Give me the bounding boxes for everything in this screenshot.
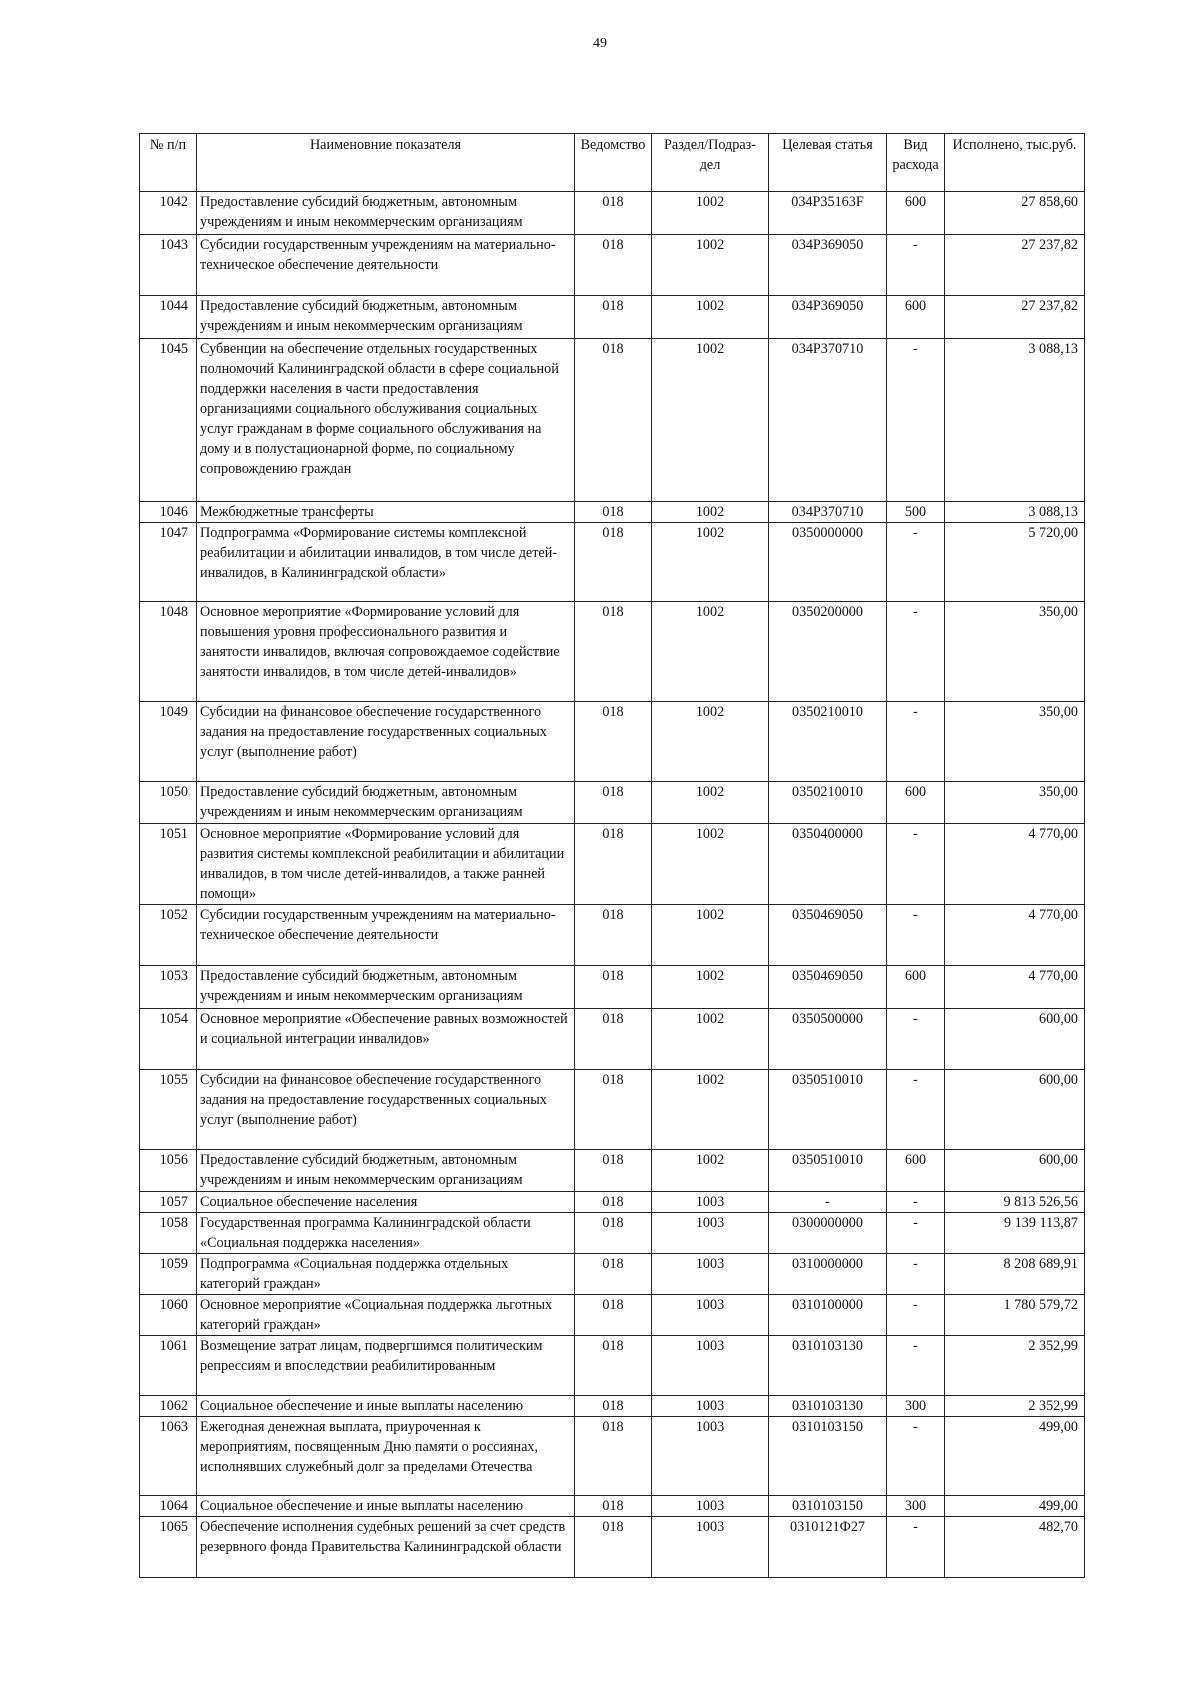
cell-dept: 018 [575, 1070, 652, 1150]
cell-name: Субсидии на финансовое обеспечение государственного задания на предоставление государственных социальных услуг (выполнение работ) [197, 702, 575, 782]
cell-amount: 350,00 [945, 782, 1085, 824]
cell-amount: 2 352,99 [945, 1336, 1085, 1396]
cell-name: Основное мероприятие «Формирование условий для повышения уровня профессионального развития и занятости инвалидов, включая сопровождаемое содействие занятости инвалидов, в том числе детей-инвалидов» [197, 602, 575, 702]
table-row [140, 1150, 1085, 1192]
cell-amount: 1 780 579,72 [945, 1295, 1085, 1336]
cell-kind: - [887, 1213, 945, 1254]
table-row [140, 523, 1085, 602]
cell-dept: 018 [575, 1254, 652, 1295]
cell-kind: 500 [887, 502, 945, 523]
table-row [140, 1496, 1085, 1517]
cell-kind: 600 [887, 1150, 945, 1192]
cell-target: 034P370710 [769, 339, 887, 502]
cell-amount: 4 770,00 [945, 824, 1085, 905]
cell-kind: - [887, 1254, 945, 1295]
cell-kind: 300 [887, 1496, 945, 1517]
table-row [140, 1192, 1085, 1213]
cell-amount: 27 237,82 [945, 235, 1085, 296]
cell-kind: 600 [887, 296, 945, 339]
cell-target: 0310103150 [769, 1417, 887, 1496]
cell-name: Обеспечение исполнения судебных решений за счет средств резервного фонда Правительства Калининградской области [197, 1517, 575, 1578]
cell-kind: - [887, 1417, 945, 1496]
table-row [140, 1396, 1085, 1417]
cell-dept: 018 [575, 296, 652, 339]
cell-amount: 600,00 [945, 1009, 1085, 1070]
cell-kind: - [887, 523, 945, 602]
cell-num: 1055 [140, 1070, 197, 1150]
cell-name: Субсидии на финансовое обеспечение государственного задания на предоставление государственных социальных услуг (выполнение работ) [197, 1070, 575, 1150]
cell-target: 0310121Ф27 [769, 1517, 887, 1578]
cell-name: Межбюджетные трансферты [197, 502, 575, 523]
cell-section: 1002 [652, 905, 769, 966]
cell-num: 1062 [140, 1396, 197, 1417]
cell-num: 1045 [140, 339, 197, 502]
cell-amount: 350,00 [945, 602, 1085, 702]
cell-section: 1002 [652, 1009, 769, 1070]
cell-num: 1053 [140, 966, 197, 1009]
cell-section: 1002 [652, 502, 769, 523]
cell-num: 1063 [140, 1417, 197, 1496]
cell-dept: 018 [575, 235, 652, 296]
cell-kind: - [887, 824, 945, 905]
table-row [140, 1213, 1085, 1254]
budget-execution-table [139, 133, 1085, 1578]
cell-kind: 300 [887, 1396, 945, 1417]
cell-num: 1064 [140, 1496, 197, 1517]
cell-name: Основное мероприятие «Обеспечение равных возможностей и социальной интеграции инвалидов» [197, 1009, 575, 1070]
table-row [140, 235, 1085, 296]
cell-target: 0350210010 [769, 782, 887, 824]
cell-target: 0350510010 [769, 1070, 887, 1150]
table-row [140, 702, 1085, 782]
cell-name: Субсидии государственным учреждениям на материально-техническое обеспечение деятельности [197, 235, 575, 296]
cell-kind: - [887, 235, 945, 296]
cell-num: 1054 [140, 1009, 197, 1070]
cell-target: 0350469050 [769, 966, 887, 1009]
table-row [140, 1517, 1085, 1578]
cell-dept: 018 [575, 1295, 652, 1336]
cell-amount: 2 352,99 [945, 1396, 1085, 1417]
cell-section: 1002 [652, 702, 769, 782]
cell-dept: 018 [575, 782, 652, 824]
cell-dept: 018 [575, 1009, 652, 1070]
table-row [140, 192, 1085, 235]
page-number: 49 [593, 36, 607, 51]
cell-name: Социальное обеспечение населения [197, 1192, 575, 1213]
cell-amount: 4 770,00 [945, 905, 1085, 966]
header-row [140, 134, 1085, 192]
cell-dept: 018 [575, 1192, 652, 1213]
table-row [140, 782, 1085, 824]
cell-name: Основное мероприятие «Формирование условий для развития системы комплексной реабилитации и абилитации инвалидов, в том числе детей-инвалидов, а также ранней помощи» [197, 824, 575, 905]
cell-section: 1003 [652, 1417, 769, 1496]
table-body [140, 192, 1085, 1578]
cell-target: 0310103130 [769, 1396, 887, 1417]
cell-name: Предоставление субсидий бюджетным, автономным учреждениям и иным некоммерческим организациям [197, 192, 575, 235]
cell-num: 1043 [140, 235, 197, 296]
cell-target: 0350400000 [769, 824, 887, 905]
cell-section: 1003 [652, 1295, 769, 1336]
cell-target: 034P35163F [769, 192, 887, 235]
cell-kind: - [887, 1009, 945, 1070]
cell-kind: 600 [887, 782, 945, 824]
cell-section: 1002 [652, 296, 769, 339]
cell-section: 1002 [652, 1070, 769, 1150]
cell-amount: 3 088,13 [945, 339, 1085, 502]
cell-name: Предоставление субсидий бюджетным, автономным учреждениям и иным некоммерческим организациям [197, 966, 575, 1009]
cell-amount: 600,00 [945, 1150, 1085, 1192]
cell-amount: 9 813 526,56 [945, 1192, 1085, 1213]
cell-dept: 018 [575, 1396, 652, 1417]
cell-target: 0350200000 [769, 602, 887, 702]
cell-section: 1002 [652, 602, 769, 702]
cell-section: 1003 [652, 1192, 769, 1213]
cell-dept: 018 [575, 192, 652, 235]
cell-dept: 018 [575, 523, 652, 602]
cell-name: Социальное обеспечение и иные выплаты населению [197, 1496, 575, 1517]
cell-num: 1065 [140, 1517, 197, 1578]
cell-amount: 3 088,13 [945, 502, 1085, 523]
cell-amount: 600,00 [945, 1070, 1085, 1150]
cell-amount: 499,00 [945, 1496, 1085, 1517]
cell-section: 1002 [652, 523, 769, 602]
cell-amount: 27 237,82 [945, 296, 1085, 339]
cell-num: 1059 [140, 1254, 197, 1295]
table-row [140, 905, 1085, 966]
table-row [140, 824, 1085, 905]
table-row [140, 502, 1085, 523]
cell-kind: - [887, 339, 945, 502]
cell-num: 1060 [140, 1295, 197, 1336]
cell-section: 1002 [652, 782, 769, 824]
cell-amount: 4 770,00 [945, 966, 1085, 1009]
cell-name: Субвенции на обеспечение отдельных государственных полномочий Калининградской области в сфере социальной поддержки населения в части предоставления организациями социального обслуживания социальных услуг гражданам в форме социального обслуживания на дому и в полустационарной форме, по социальному сопровождению граждан [197, 339, 575, 502]
cell-name: Возмещение затрат лицам, подвергшимся политическим репрессиям и впоследствии реабилитированным [197, 1336, 575, 1396]
cell-num: 1042 [140, 192, 197, 235]
cell-name: Социальное обеспечение и иные выплаты населению [197, 1396, 575, 1417]
cell-kind: - [887, 1070, 945, 1150]
cell-section: 1002 [652, 966, 769, 1009]
cell-amount: 27 858,60 [945, 192, 1085, 235]
cell-kind: - [887, 702, 945, 782]
cell-kind: - [887, 1517, 945, 1578]
cell-name: Предоставление субсидий бюджетным, автономным учреждениям и иным некоммерческим организациям [197, 782, 575, 824]
cell-num: 1056 [140, 1150, 197, 1192]
cell-section: 1002 [652, 339, 769, 502]
cell-num: 1061 [140, 1336, 197, 1396]
col-header-target: Целевая статья [769, 134, 887, 192]
cell-kind: - [887, 1295, 945, 1336]
cell-dept: 018 [575, 602, 652, 702]
cell-amount: 8 208 689,91 [945, 1254, 1085, 1295]
table-row [140, 1070, 1085, 1150]
cell-target: 0300000000 [769, 1213, 887, 1254]
cell-dept: 018 [575, 1517, 652, 1578]
cell-kind: 600 [887, 192, 945, 235]
col-header-kind: Вид расхода [887, 134, 945, 192]
cell-target: 034P370710 [769, 502, 887, 523]
cell-target: 034P369050 [769, 235, 887, 296]
cell-kind: - [887, 905, 945, 966]
cell-dept: 018 [575, 905, 652, 966]
cell-target: - [769, 1192, 887, 1213]
cell-dept: 018 [575, 702, 652, 782]
col-header-name: Наименовние показателя [197, 134, 575, 192]
cell-name: Основное мероприятие «Социальная поддержка льготных категорий граждан» [197, 1295, 575, 1336]
cell-dept: 018 [575, 339, 652, 502]
cell-section: 1003 [652, 1517, 769, 1578]
cell-num: 1046 [140, 502, 197, 523]
cell-amount: 9 139 113,87 [945, 1213, 1085, 1254]
cell-target: 0350210010 [769, 702, 887, 782]
col-header-dept: Ведомство [575, 134, 652, 192]
cell-amount: 482,70 [945, 1517, 1085, 1578]
cell-dept: 018 [575, 1417, 652, 1496]
cell-dept: 018 [575, 1150, 652, 1192]
cell-kind: - [887, 1336, 945, 1396]
cell-name: Подпрограмма «Формирование системы комплексной реабилитации и абилитации инвалидов, в том числе детей-инвалидов, в Калининградской области» [197, 523, 575, 602]
cell-num: 1044 [140, 296, 197, 339]
cell-target: 0350000000 [769, 523, 887, 602]
table-row [140, 1009, 1085, 1070]
cell-target: 034P369050 [769, 296, 887, 339]
cell-target: 0350500000 [769, 1009, 887, 1070]
cell-target: 0310103130 [769, 1336, 887, 1396]
cell-name: Субсидии государственным учреждениям на материально-техническое обеспечение деятельности [197, 905, 575, 966]
cell-dept: 018 [575, 502, 652, 523]
cell-dept: 018 [575, 1496, 652, 1517]
cell-section: 1003 [652, 1496, 769, 1517]
col-header-num: № п/п [140, 134, 197, 192]
cell-target: 0310100000 [769, 1295, 887, 1336]
cell-section: 1002 [652, 1150, 769, 1192]
table-row [140, 966, 1085, 1009]
cell-kind: - [887, 602, 945, 702]
cell-num: 1058 [140, 1213, 197, 1254]
table-row [140, 1336, 1085, 1396]
cell-name: Предоставление субсидий бюджетным, автономным учреждениям и иным некоммерческим организациям [197, 1150, 575, 1192]
cell-target: 0350510010 [769, 1150, 887, 1192]
cell-num: 1051 [140, 824, 197, 905]
table-row [140, 1295, 1085, 1336]
cell-dept: 018 [575, 824, 652, 905]
cell-kind: 600 [887, 966, 945, 1009]
cell-name: Государственная программа Калининградской области «Социальная поддержка населения» [197, 1213, 575, 1254]
cell-section: 1003 [652, 1396, 769, 1417]
cell-amount: 350,00 [945, 702, 1085, 782]
col-header-amount: Исполнено, тыс.руб. [945, 134, 1085, 192]
cell-kind: - [887, 1192, 945, 1213]
cell-amount: 499,00 [945, 1417, 1085, 1496]
cell-num: 1049 [140, 702, 197, 782]
cell-name: Предоставление субсидий бюджетным, автономным учреждениям и иным некоммерческим организациям [197, 296, 575, 339]
table-row [140, 1254, 1085, 1295]
cell-num: 1048 [140, 602, 197, 702]
cell-target: 0350469050 [769, 905, 887, 966]
cell-dept: 018 [575, 1213, 652, 1254]
table-row [140, 339, 1085, 502]
cell-num: 1047 [140, 523, 197, 602]
cell-dept: 018 [575, 1336, 652, 1396]
cell-section: 1002 [652, 235, 769, 296]
cell-section: 1003 [652, 1213, 769, 1254]
cell-section: 1003 [652, 1336, 769, 1396]
cell-num: 1052 [140, 905, 197, 966]
cell-num: 1050 [140, 782, 197, 824]
cell-name: Ежегодная денежная выплата, приуроченная к мероприятиям, посвященным Дню памяти о россиянах, исполнявших служебный долг за пределами Отечества [197, 1417, 575, 1496]
cell-num: 1057 [140, 1192, 197, 1213]
cell-section: 1002 [652, 192, 769, 235]
cell-target: 0310000000 [769, 1254, 887, 1295]
table-row [140, 296, 1085, 339]
cell-target: 0310103150 [769, 1496, 887, 1517]
col-header-section: Раздел/Подраз-дел [652, 134, 769, 192]
table-row [140, 1417, 1085, 1496]
cell-dept: 018 [575, 966, 652, 1009]
cell-section: 1002 [652, 824, 769, 905]
cell-section: 1003 [652, 1254, 769, 1295]
cell-amount: 5 720,00 [945, 523, 1085, 602]
cell-name: Подпрограмма «Социальная поддержка отдельных категорий граждан» [197, 1254, 575, 1295]
table-row [140, 602, 1085, 702]
